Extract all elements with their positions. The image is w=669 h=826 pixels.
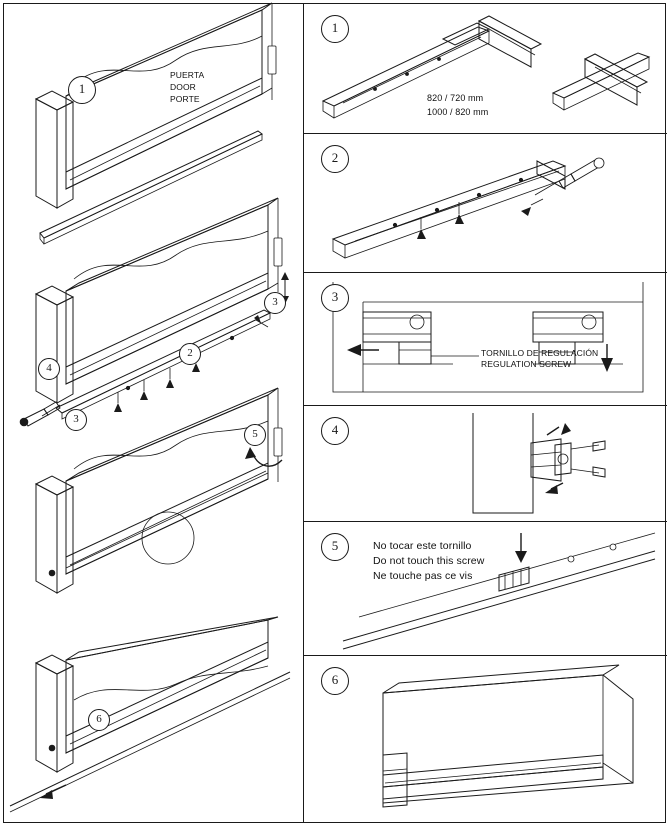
panel-6-number: 6 xyxy=(321,667,349,695)
right-panel-5 xyxy=(303,521,667,655)
panel-4-drawing xyxy=(303,405,667,521)
panel-5-drawing xyxy=(303,521,667,655)
panel-5-warning-en: Do not touch this screw xyxy=(373,555,485,567)
panel-2-number: 2 xyxy=(321,145,349,173)
left-step-number-5: 5 xyxy=(244,424,266,446)
left-step-2-3-4-drawing xyxy=(20,198,289,426)
left-column-drawings xyxy=(0,0,303,826)
left-step-number-1: 1 xyxy=(68,76,96,104)
right-panel-4 xyxy=(303,405,667,521)
left-step-number-2: 2 xyxy=(179,343,201,365)
panel-3-callout-en: REGULATION SCREW xyxy=(481,359,572,369)
panel-3-number: 3 xyxy=(321,284,349,312)
panel-1-dimension-1: 820 / 720 mm xyxy=(427,93,484,103)
right-panel-2 xyxy=(303,133,667,272)
panel-4-number: 4 xyxy=(321,417,349,445)
panel-5-warning-fr: Ne touche pas ce vis xyxy=(373,570,473,582)
panel-1-number: 1 xyxy=(321,15,349,43)
left-step-number-4: 4 xyxy=(38,358,60,380)
left-step-number-3a: 3 xyxy=(264,292,286,314)
left-step-1-drawing xyxy=(36,3,276,244)
right-panel-6 xyxy=(303,655,667,823)
panel-3-drawing xyxy=(303,272,667,405)
left-step-number-6: 6 xyxy=(88,709,110,731)
right-panel-1 xyxy=(303,3,667,133)
panel-5-number: 5 xyxy=(321,533,349,561)
left-step-number-3b: 3 xyxy=(65,409,87,431)
door-label-fr: PORTE xyxy=(170,94,200,104)
door-label-en: DOOR xyxy=(170,82,196,92)
right-panel-3 xyxy=(303,272,667,405)
panel-6-drawing xyxy=(303,655,667,823)
panel-3-callout-es: TORNILLO DE REGULACIÓN xyxy=(481,348,599,358)
panel-2-drawing xyxy=(303,133,667,272)
panel-1-dimension-2: 1000 / 820 mm xyxy=(427,107,489,117)
panel-5-warning-es: No tocar este tornillo xyxy=(373,540,472,552)
door-label-es: PUERTA xyxy=(170,70,205,80)
left-step-6-drawing xyxy=(10,617,290,812)
